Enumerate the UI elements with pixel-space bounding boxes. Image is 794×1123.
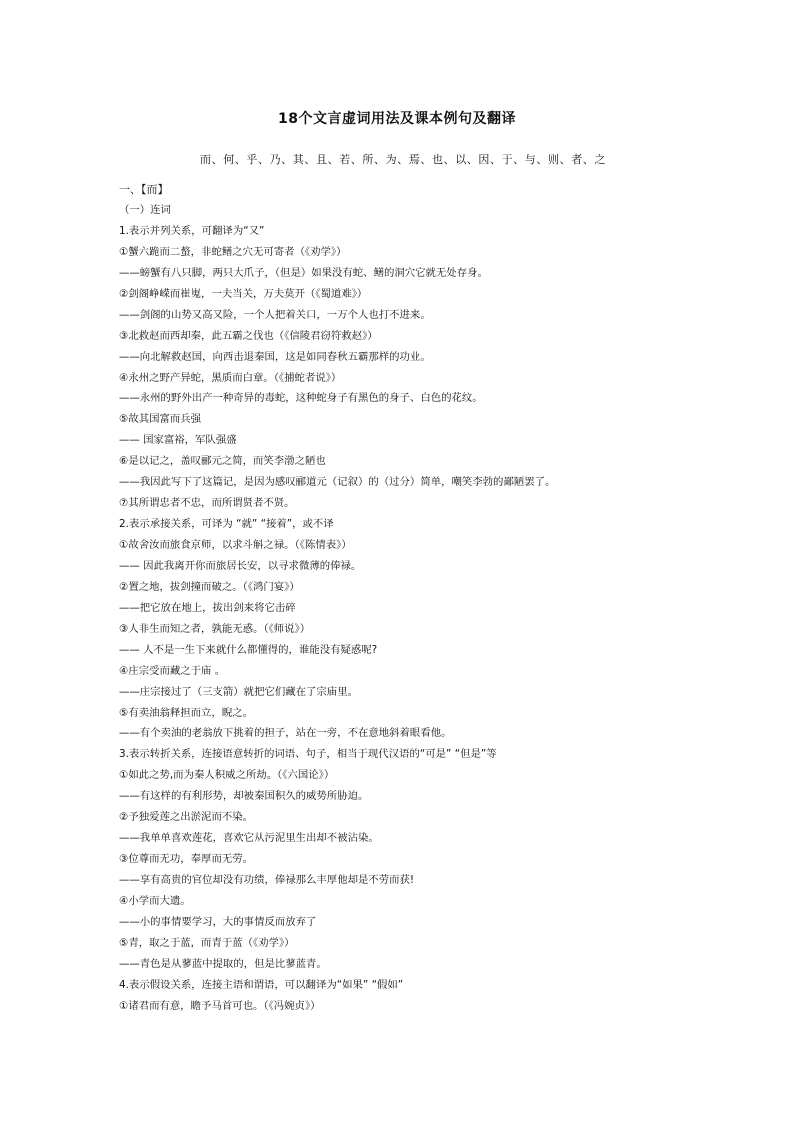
- text-line: —— 国家富裕，军队强盛: [119, 434, 237, 447]
- text-line: ——螃蟹有八只脚，两只大爪子，（但是）如果没有蛇、鳝的洞穴它就无处存身。: [119, 266, 488, 279]
- text-line: ④永州之野产异蛇，黑质而白章。（《捕蛇者说》）: [119, 371, 342, 384]
- text-line: ①诸君而有意，瞻予马首可也。（《冯婉贞》）: [119, 999, 321, 1012]
- text-line: 1.表示并列关系，可翻译为“又”: [119, 224, 265, 237]
- text-line: ①蟹六跪而二螯，非蛇鳝之穴无可寄者（《劝学》）: [119, 245, 347, 258]
- text-line: ⑤青，取之于蓝，而青于蓝（《劝学》）: [119, 936, 295, 949]
- text-line: ——小的事情要学习，大的事情反而放弃了: [119, 915, 317, 928]
- text-line: 3.表示转折关系，连接语意转折的词语、句子，相当于现代汉语的“可是” “但是”等: [119, 748, 497, 761]
- body-text: [119, 200, 739, 1017]
- text-line: ——享有高贵的官位却没有功绩，俸禄那么丰厚他却是不劳而获!: [119, 874, 415, 886]
- text-line: ⑤有卖油翁释担而立，睨之。: [119, 706, 254, 719]
- text-line: ⑤故其国富而兵强: [119, 413, 202, 426]
- text-line: ③位尊而无功，奉厚而无劳。: [119, 853, 254, 866]
- text-line: —— 因此我离开你而旅居长安，以寻求微薄的俸禄。: [119, 559, 362, 572]
- text-line: 4.表示假设关系，连接主语和谓语，可以翻译为“如果” “假如”: [119, 978, 404, 991]
- text-line: ②予独爱莲之出淤泥而不染。: [119, 811, 254, 824]
- text-line: ④小学而大遗。: [119, 894, 191, 907]
- text-line: ——有个卖油的老翁放下挑着的担子，站在一旁，不在意地斜着眼看他。: [119, 727, 452, 740]
- text-line: ——剑阁的山势又高又险，一个人把着关口，一万个人也打不进来。: [119, 308, 431, 321]
- text-line: —— 人不是一生下来就什么都懂得的，谁能没有疑惑呢?: [119, 643, 378, 656]
- text-line: ②剑阁峥嵘而崔嵬，一夫当关，万夫莫开（《蜀道难》）: [119, 287, 368, 300]
- text-line: ③北救赵而西却秦，此五霸之伐也（《信陵君窃符救赵》）: [119, 329, 378, 342]
- text-line: ④庄宗受而藏之于庙 。: [119, 664, 226, 677]
- text-line: ——庄宗接过了（三支箭）就把它们藏在了宗庙里。: [119, 685, 358, 698]
- text-line: ——我单单喜欢莲花，喜欢它从污泥里生出却不被沾染。: [119, 832, 379, 845]
- text-line: ⑦其所谓忠者不忠，而所谓贤者不贤。: [119, 497, 295, 510]
- document-title: 18个文言虚词用法及课本例句及翻译: [278, 111, 516, 127]
- text-line: ——青色是从蓼蓝中提取的，但是比蓼蓝青。: [119, 957, 327, 970]
- text-line: ⑥是以记之，盖叹郦元之简，而笑李渤之陋也: [119, 455, 326, 468]
- text-line: ——有这样的有利形势，却被秦国积久的威势所胁迫。: [119, 790, 369, 803]
- text-line: ③人非生而知之者，孰能无惑。（《师说》）: [119, 622, 311, 635]
- text-line: ①故舍汝而旅食京师，以求斗斛之禄。（《陈情表》）: [119, 539, 352, 551]
- text-line: ——把它放在地上，拔出剑来将它击碎: [119, 601, 296, 614]
- section-heading: 一、【而】: [119, 183, 169, 196]
- text-line: （一）连词: [119, 204, 171, 216]
- text-line: ——向北解救赵国，向西击退秦国，这是如同春秋五霸那样的功业。: [119, 350, 431, 363]
- text-line: ——我因此写下了这篇记，是因为感叹郦道元（记叙）的（过分）简单，嘲笑李勃的鄙陋罢了。: [119, 476, 556, 489]
- text-line: 2.表示承接关系，可译为 “就” “接着”，或不译: [119, 518, 334, 531]
- text-line: ①如此之势,而为秦人积威之所劫。（《六国论》）: [119, 769, 335, 782]
- text-line: ②置之地，拔剑撞而破之。（《鸿门宴》）: [119, 580, 300, 593]
- function-word-list: 而、何、乎、乃、其、且、若、所、为、焉、也、以、因、于、与、则、者、之: [200, 153, 606, 166]
- text-line: ——永州的野外出产一种奇异的毒蛇，这种蛇身子有黑色的身子、白色的花纹。: [119, 392, 483, 405]
